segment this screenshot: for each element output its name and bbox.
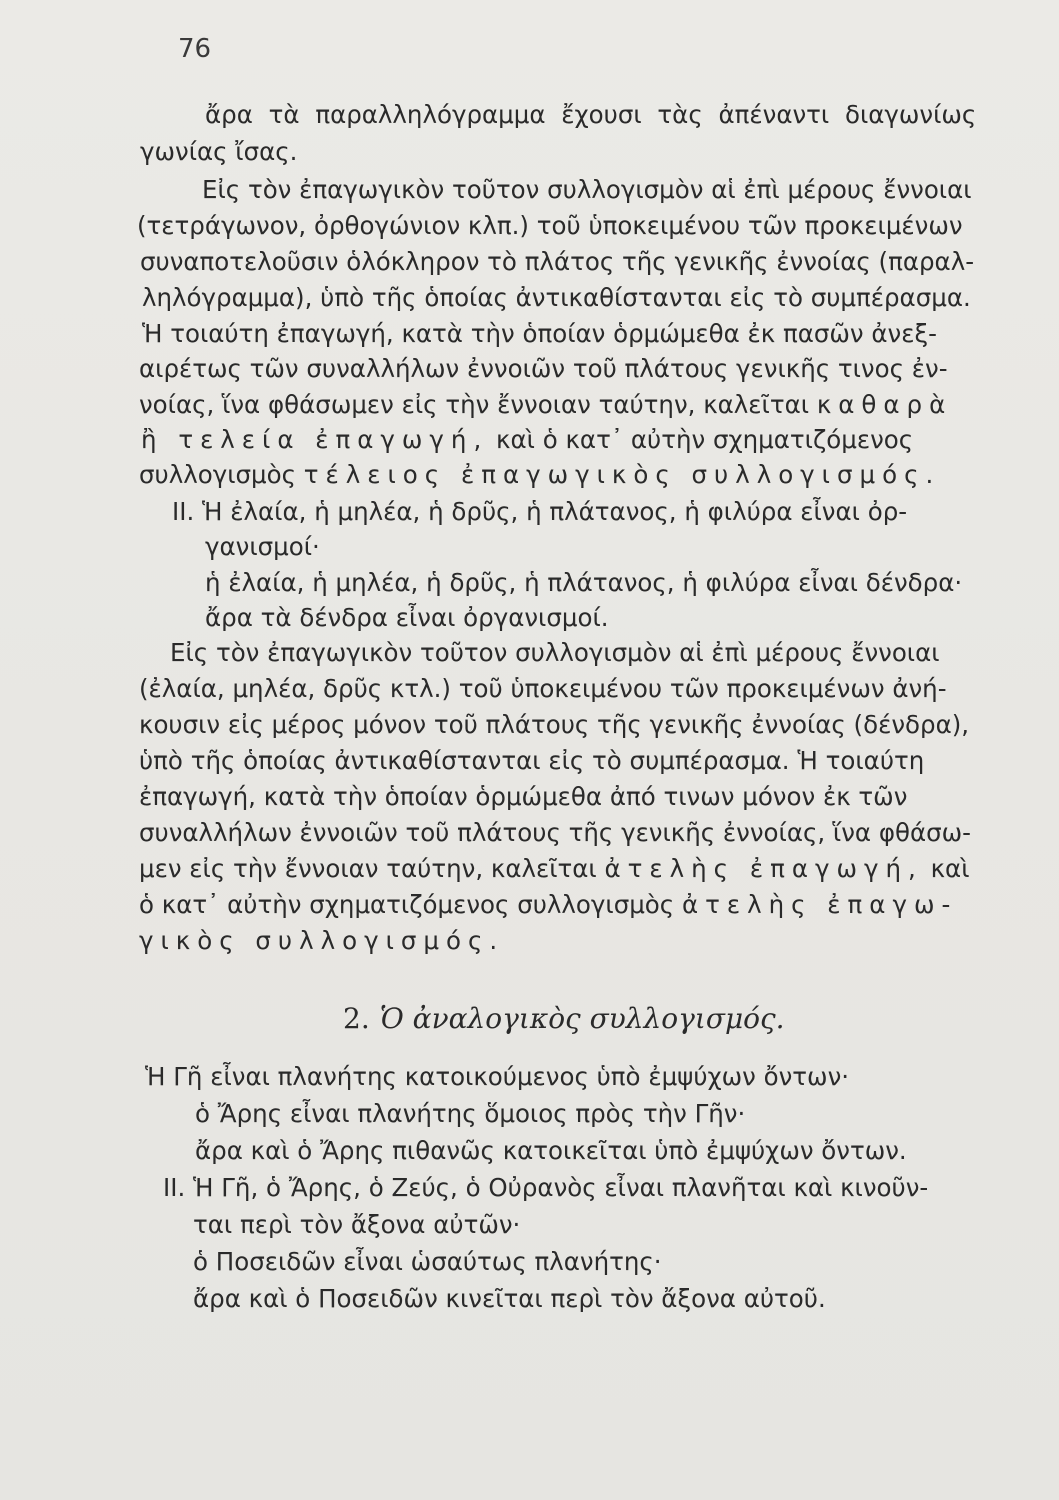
section-title: Ὁ ἀναλογικὸς συλλογισμός. <box>379 1002 785 1035</box>
text-line: II. Ἡ ἐλαία, ἡ μηλέα, ἡ δρῦς, ἡ πλάτανος, ἡ φιλύρα εἶναι ὀρ- <box>172 497 908 526</box>
spaced-term: ἀτελὴς ἐπαγω- <box>681 890 958 919</box>
text-line: ληλόγραμμα), ὑπὸ τῆς ὁποίας ἀντικαθίστανται εἰς τὸ συμπέρασμα. <box>142 283 971 312</box>
text-line: ὁ Ποσειδῶν εἶναι ὡσαύτως πλανήτης· <box>193 1247 662 1276</box>
text-line: ἡ ἐλαία, ἡ μηλέα, ἡ δρῦς, ἡ πλάτανος, ἡ φιλύρα εἶναι δένδρα· <box>205 568 963 597</box>
spaced-term: καθαρὰ <box>816 390 953 419</box>
section-number: 2. <box>343 1002 370 1035</box>
text-line: συναλλήλων ἐννοιῶν τοῦ πλάτους τῆς γενικῆς ἐννοίας, ἵνα φθάσω- <box>139 818 972 847</box>
spaced-term: ἀτελὴς ἐπαγωγή, <box>604 854 923 883</box>
text-line: ἐπαγωγή, κατὰ τὴν ὁποίαν ὁρμώμεθα ἀπό τινων μόνον ἐκ τῶν <box>139 782 908 811</box>
text-line: νοίας, ἵνα φθάσωμεν εἰς τὴν ἔννοιαν ταύτην, καλεῖται καθαρὰ <box>139 390 953 419</box>
spaced-term: τέλειος ἐπαγωγικὸς συλλογισμός. <box>303 460 941 489</box>
text-line: αιρέτως τῶν συναλλήλων ἐννοιῶν τοῦ πλάτους γενικῆς τινος ἐν- <box>139 354 948 383</box>
text-line: ἄρα τὰ παραλληλόγραμμα ἔχουσι τὰς ἀπέναντι διαγωνίως <box>205 100 977 129</box>
text-line: ὁ Ἄρης εἶναι πλανήτης ὅμοιος πρὸς τὴν Γῆν· <box>195 1099 746 1128</box>
text-line: Εἰς τὸν ἐπαγωγικὸν τοῦτον συλλογισμὸν αἱ ἐπὶ μέρους ἔννοιαι <box>202 175 972 204</box>
spaced-term: ἢ τελεία ἐπαγωγή, <box>141 425 489 454</box>
text-line: (ἐλαία, μηλέα, δρῦς κτλ.) τοῦ ὑποκειμένου τῶν προκειμένων ἀνή- <box>139 674 947 703</box>
text-line: Ἡ Γῆ εἶναι πλανήτης κατοικούμενος ὑπὸ ἐμψύχων ὄντων· <box>145 1062 850 1091</box>
text-line: ἄρα καὶ ὁ Ποσειδῶν κινεῖται περὶ τὸν ἄξονα αὐτοῦ. <box>193 1284 826 1313</box>
text-line: μεν εἰς τὴν ἔννοιαν ταύτην, καλεῖται ἀτελὴς ἐπαγωγή, καὶ <box>139 854 970 883</box>
text-line: ἄρα τὰ δένδρα εἶναι ὀργανισμοί. <box>205 603 609 632</box>
text-line <box>139 926 505 955</box>
text-line: κουσιν εἰς μέρος μόνον τοῦ πλάτους τῆς γενικῆς ἐννοίας (δένδρα), <box>139 710 970 739</box>
page-number: 76 <box>178 34 212 64</box>
text-line: ὑπὸ τῆς ὁποίας ἀντικαθίστανται εἰς τὸ συμπέρασμα. Ἡ τοιαύτη <box>139 746 925 775</box>
text-line: II. Ἡ Γῆ, ὁ Ἄρης, ὁ Ζεύς, ὁ Οὐρανὸς εἶναι πλανῆται καὶ κινοῦν- <box>163 1173 929 1202</box>
text-line: Ἡ τοιαύτη ἐπαγωγή, κατὰ τὴν ὁποίαν ὁρμώμεθα ἐκ πασῶν ἀνεξ- <box>142 319 937 348</box>
section-heading <box>343 1002 785 1035</box>
text-line: ὁ κατ᾽ αὐτὴν σχηματιζόμενος συλλογισμὸς ἀτελὴς ἐπαγω- <box>139 890 958 919</box>
text-line: ται περὶ τὸν ἄξονα αὐτῶν· <box>193 1210 521 1239</box>
text-line: Εἰς τὸν ἐπαγωγικὸν τοῦτον συλλογισμὸν αἱ ἐπὶ μέρους ἔννοιαι <box>170 638 940 667</box>
text-line: γανισμοί· <box>205 532 320 561</box>
spaced-term: γικὸς συλλογισμός. <box>139 926 505 955</box>
text-line: γωνίας ἴσας. <box>140 137 298 166</box>
text-line: συναποτελοῦσιν ὁλόκληρον τὸ πλάτος τῆς γενικῆς ἐννοίας (παραλ- <box>140 247 975 276</box>
text-line: ἄρα καὶ ὁ Ἄρης πιθανῶς κατοικεῖται ὑπὸ ἐμψύχων ὄντων. <box>195 1136 907 1165</box>
text-line: ἢ τελεία ἐπαγωγή, καὶ ὁ κατ᾽ αὐτὴν σχηματιζόμενος <box>141 425 914 454</box>
text-line: (τετράγωνον, ὀρθογώνιον κλπ.) τοῦ ὑποκειμένου τῶν προκειμένων <box>137 211 963 240</box>
text-line: συλλογισμὸς τέλειος ἐπαγωγικὸς συλλογισμός. <box>139 460 941 489</box>
